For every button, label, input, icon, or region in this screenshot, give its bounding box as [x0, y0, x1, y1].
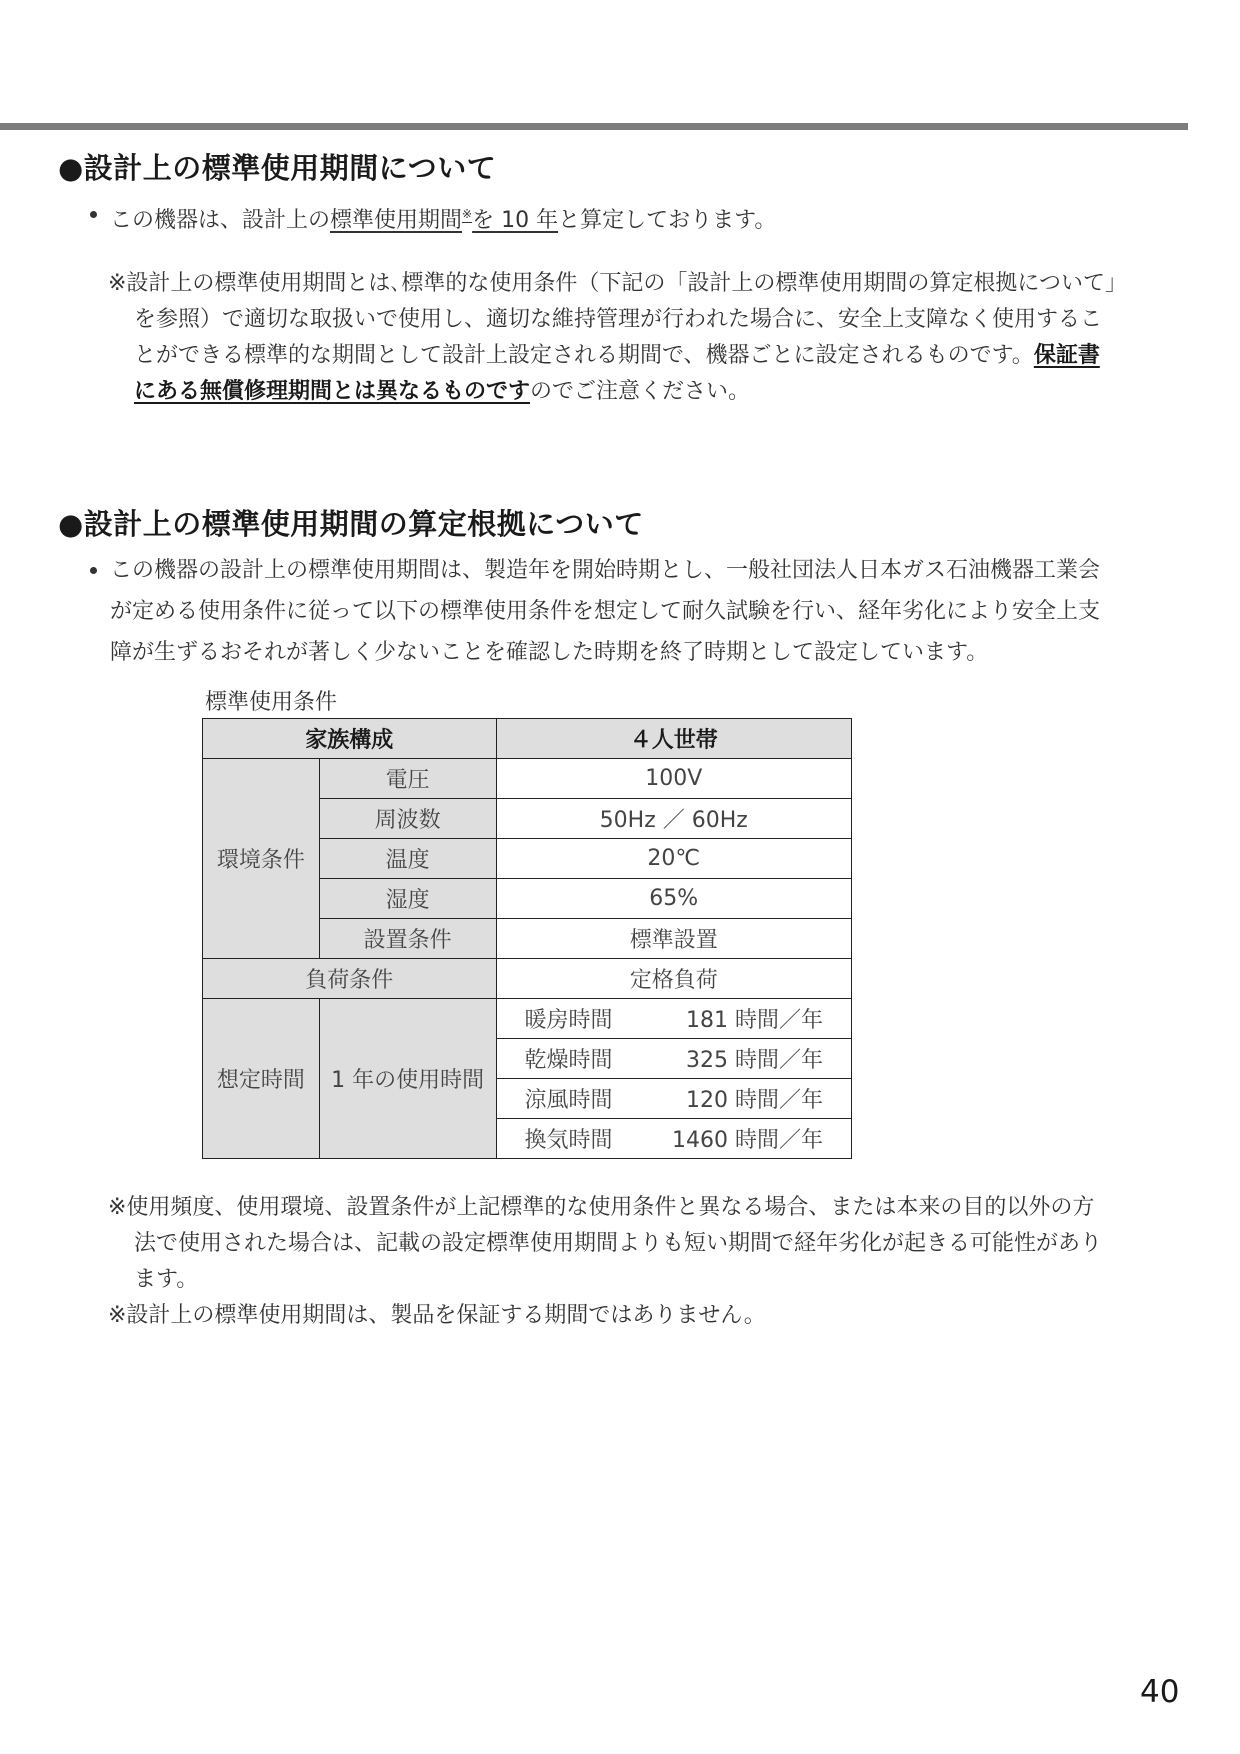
table-cell-value: 65% [496, 879, 851, 919]
hours-cell [496, 1079, 851, 1119]
hours-label: 換気時間 [524, 1128, 613, 1153]
section2-paragraph [90, 550, 1190, 673]
hours-value: 325 時間／年 [686, 1048, 823, 1073]
table-header-value: ４人世帯 [496, 719, 851, 759]
table-cell-label: 電圧 [319, 759, 496, 799]
footnote-line: ※使用頻度、使用環境、設置条件が上記標準的な使用条件と異なる場合、または本来の目的以外の方 [108, 1195, 1095, 1220]
paragraph-line: この機器の設計上の標準使用期間は、製造年を開始時期とし、一般社団法人日本ガス石油機器工業会 [90, 550, 1190, 591]
table-cell-value: 100V [496, 759, 851, 799]
hours-value: 181 時間／年 [686, 1008, 823, 1033]
note-line: とができる標準的な期間として設計上設定される期間で、機器ごとに設定されるものです。保証書 [134, 343, 1100, 368]
table-cell-label: 湿度 [319, 879, 496, 919]
hours-cell [496, 999, 851, 1039]
table-cell-value: 標準設置 [496, 919, 851, 959]
hours-value: 120 時間／年 [686, 1088, 823, 1113]
page-number: 40 [1140, 1674, 1180, 1710]
paragraph-line: 障が生ずるおそれが著しく少ないことを確認した時期を終了時期として設定しています。 [110, 640, 989, 665]
load-label: 負荷条件 [203, 959, 497, 999]
time-sub-label: 1 年の使用時間 [319, 999, 496, 1159]
table-cell-label: 設置条件 [319, 919, 496, 959]
table-caption: 標準使用条件 [205, 690, 338, 715]
hours-label: 乾燥時間 [524, 1048, 613, 1073]
hours-value: 1460 時間／年 [672, 1128, 823, 1153]
hours-cell [496, 1039, 851, 1079]
section2-heading: ●設計上の標準使用期間の算定根拠について [58, 507, 644, 541]
paragraph-line: が定める使用条件に従って以下の標準使用条件を想定して耐久試験を行い、経年劣化により安全上支 [110, 599, 1101, 624]
bullet-dot-icon [90, 211, 97, 218]
bullet-dot-icon [90, 567, 97, 574]
section1-note [108, 266, 1190, 410]
note-line: を参照）で適切な取扱いで使用し、適切な維持管理が行われた場合に、安全上支障なく使用するこ [134, 307, 1103, 332]
section1-bullet-text: この機器は、設計上の標準使用期間※を 10 年と算定しております。 [110, 207, 777, 233]
load-value: 定格負荷 [496, 959, 851, 999]
footnote-line: ます。 [134, 1267, 199, 1292]
standard-conditions-table [202, 718, 852, 1159]
hours-label: 暖房時間 [524, 1008, 613, 1033]
note-line: ※設計上の標準使用期間とは､標準的な使用条件（下記の「設計上の標準使用期間の算定根拠について」 [108, 271, 1127, 296]
table-header-label: 家族構成 [203, 719, 497, 759]
time-group-label: 想定時間 [203, 999, 320, 1159]
env-group-label: 環境条件 [203, 759, 320, 959]
top-divider [0, 123, 1188, 130]
section1-heading: ●設計上の標準使用期間について [58, 151, 497, 185]
table-row [203, 959, 852, 999]
footnote-line: ※設計上の標準使用期間は、製品を保証する期間ではありません。 [108, 1303, 766, 1328]
table-row [203, 719, 852, 759]
table-cell-label: 周波数 [319, 799, 496, 839]
footnote-line: 法で使用された場合は、記載の設定標準使用期間よりも短い期間で経年劣化が起きる可能性があり [134, 1231, 1103, 1256]
footnotes [108, 1190, 1190, 1334]
table-row [203, 759, 852, 799]
table-row [203, 999, 852, 1039]
hours-label: 涼風時間 [524, 1088, 613, 1113]
table-cell-value: 20℃ [496, 839, 851, 879]
table-cell-value: 50Hz ／ 60Hz [496, 799, 851, 839]
note-line: にある無償修理期間とは異なるものですのでご注意ください。 [134, 379, 751, 404]
table-cell-label: 温度 [319, 839, 496, 879]
hours-cell [496, 1119, 851, 1159]
